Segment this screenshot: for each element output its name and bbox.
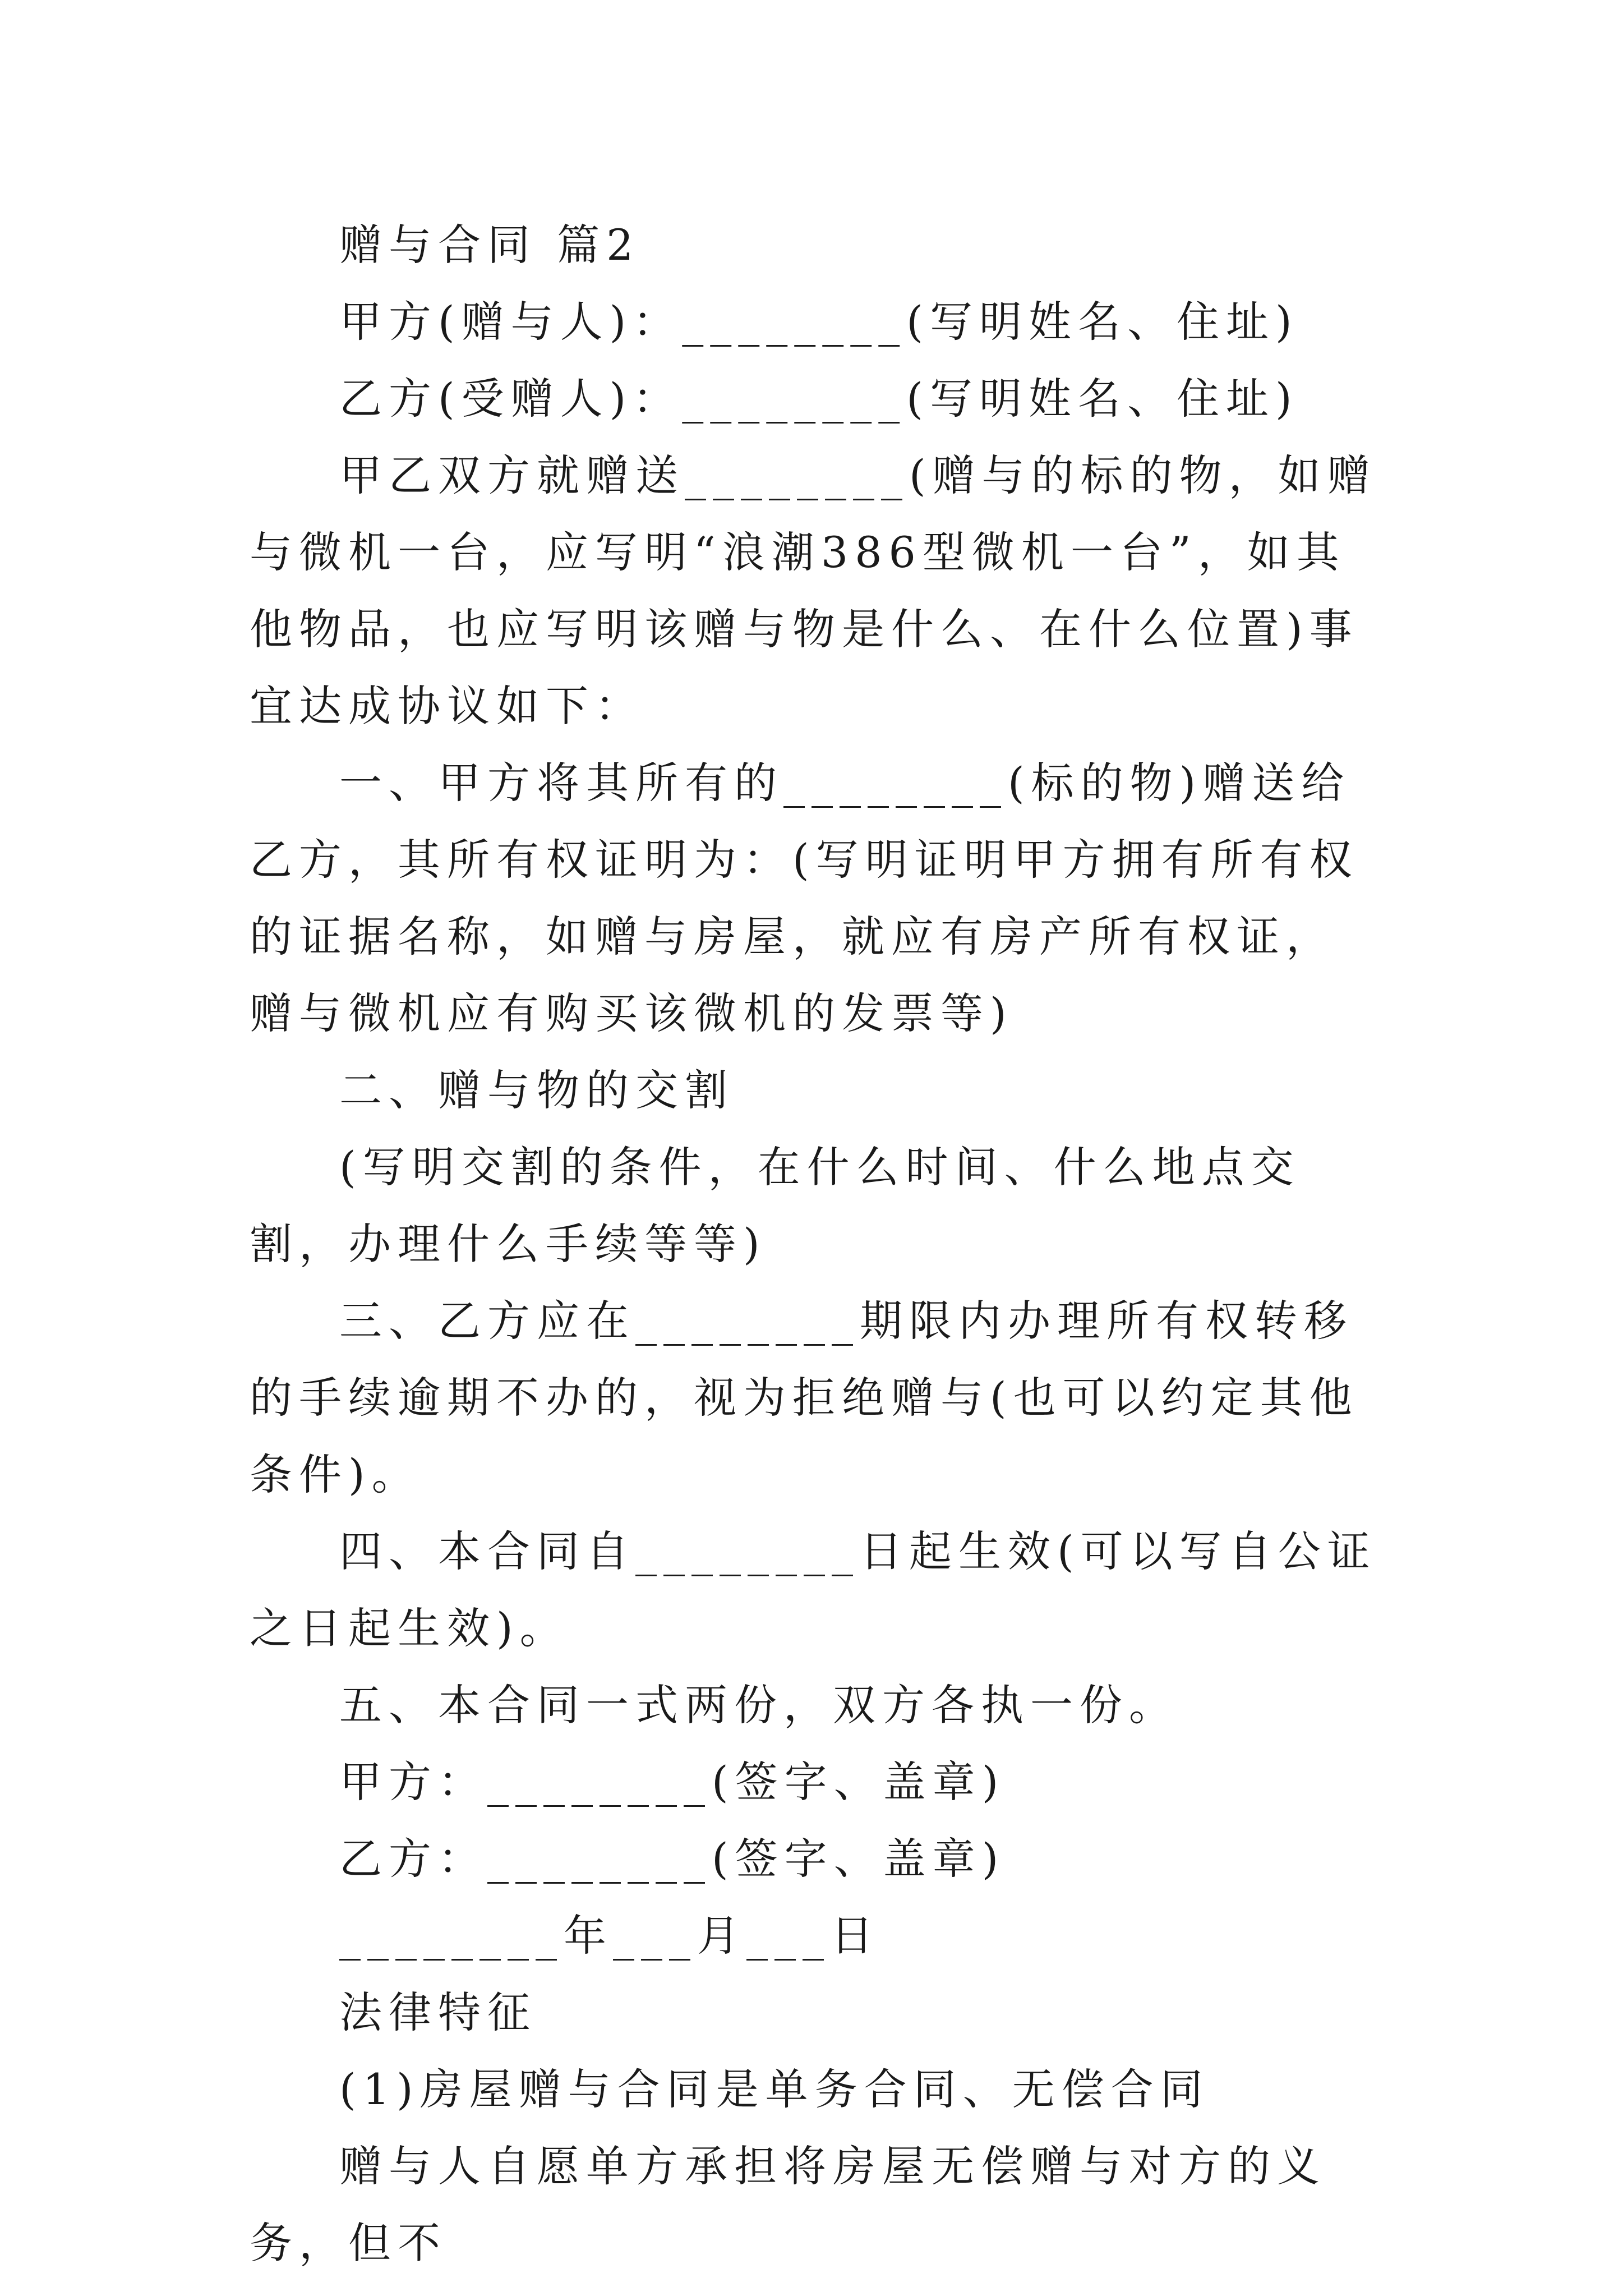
clause-2-body: (写明交割的条件，在什么时间、什么地点交割，办理什么手续等等) [250,1142,1301,1269]
document-heading: 赠与合同 篇2 [339,220,640,270]
date-line: ________年___月___日 [339,1911,880,1961]
party-a-line: 甲方(赠与人)：________(写明姓名、住址) [339,297,1299,347]
clause-2-title: 二、赠与物的交割 [339,1065,734,1115]
signature-party-a: 甲方：________(签字、盖章) [339,1757,1006,1807]
clause-4: 四、本合同自________日起生效(可以写自公证之日起生效)。 [250,1526,1377,1653]
intro-paragraph: 甲乙双方就赠送________(赠与的标的物，如赠与微机一台，应写明“浪潮386型微机一台”，如其他物品，也应写明该赠与物是什么、在什么位置)事宜达成协议如下： [250,450,1377,731]
legal-features-title: 法律特征 [339,1987,537,2037]
contract-text [250,206,1380,2281]
clause-3: 三、乙方应在________期限内办理所有权转移的手续逾期不办的，视为拒绝赠与(也可以约定其他条件)。 [250,1296,1359,1499]
clause-5: 五、本合同一式两份，双方各执一份。 [339,1680,1178,1730]
clause-1: 一、甲方将其所有的________(标的物)赠送给乙方，其所有权证明为：(写明证明甲方拥有所有权的证据名称，如赠与房屋，就应有房产所有权证，赠与微机应有购买该微机的发票等) [250,758,1359,1038]
party-b-line: 乙方(受赠人)：________(写明姓名、住址) [339,374,1299,424]
feature-1-body: 赠与人自愿单方承担将房屋无偿赠与对方的义务，但不 [250,2141,1326,2268]
feature-1-title: (1)房屋赠与合同是单务合同、无偿合同 [339,2064,1210,2114]
signature-party-b: 乙方：________(签字、盖章) [339,1834,1006,1884]
